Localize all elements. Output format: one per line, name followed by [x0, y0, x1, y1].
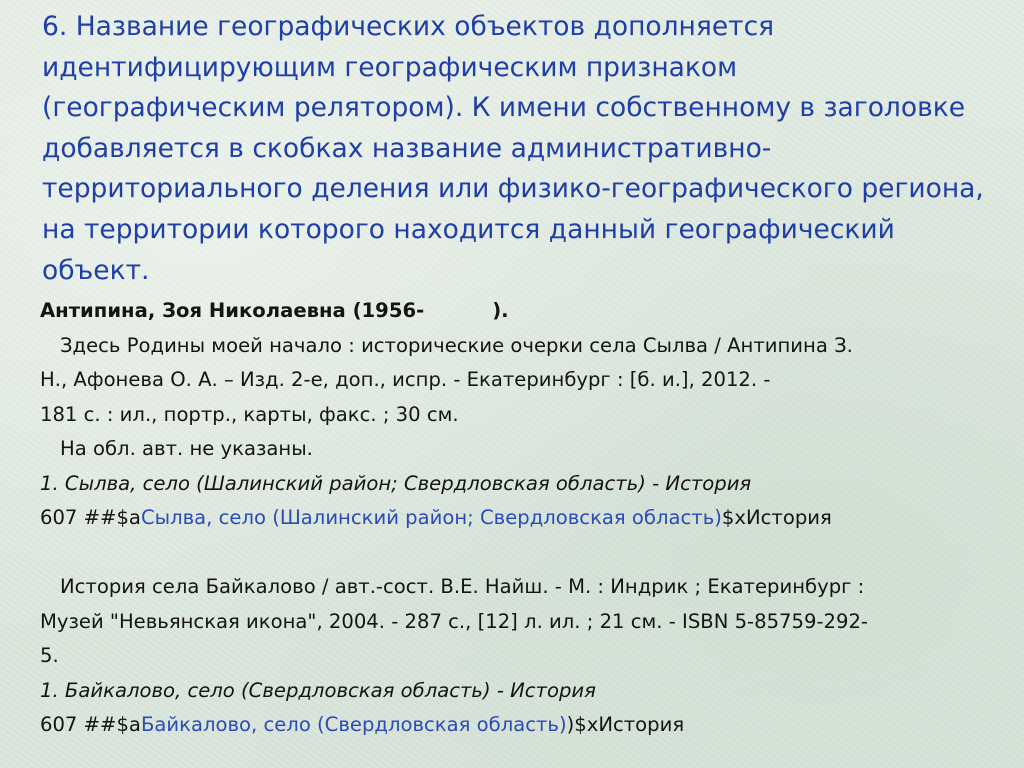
heading-line: на территории которого находится данный географический	[42, 213, 895, 245]
heading-line: идентифицирующим географическим признаком	[42, 51, 738, 83]
bibliographic-record-1	[40, 294, 1020, 536]
rule-heading	[42, 7, 1017, 291]
author-close: ).	[492, 299, 509, 322]
field-prefix: 607 ##$a	[40, 506, 141, 529]
field-value: Сылва, село (Шалинский район; Свердловская область)	[140, 506, 722, 529]
description-line: Н., Афонева О. А. – Изд. 2-е, доп., испр. - Екатеринбург : [б. и.], 2012. -	[40, 368, 771, 391]
description-line: 5.	[40, 644, 59, 667]
subject-heading: 1. Сылва, село (Шалинский район; Свердловская область) - История	[40, 471, 752, 495]
description-line: Музей "Невьянская икона", 2004. - 287 с., [12] л. ил. ; 21 см. - ISBN 5-85759-292-	[40, 609, 868, 633]
description-line: История села Байкалово / авт.-сост. В.Е. Найш. - М. : Индрик ; Екатеринбург :	[60, 575, 865, 598]
marc-field-607	[40, 501, 1020, 536]
examples-body	[40, 294, 1020, 743]
field-suffix: )$xИстория	[566, 713, 685, 736]
description-line: Здесь Родины моей начало : исторические очерки села Сылва / Антипина З.	[60, 333, 853, 357]
field-suffix: $xИстория	[721, 506, 832, 529]
heading-line: объект.	[42, 254, 150, 286]
record-separator	[40, 536, 1020, 571]
field-value: Байкалово, село (Свердловская область)	[140, 713, 567, 736]
author-heading	[40, 294, 1020, 329]
author-name: Антипина, Зоя Николаевна (1956-	[40, 299, 425, 322]
heading-line: территориального деления или физико-географического региона,	[42, 173, 984, 205]
heading-line: (географическим релятором). К имени собственному в заголовке	[42, 92, 966, 124]
marc-field-607	[40, 708, 1020, 743]
record-note: На обл. авт. не указаны.	[60, 437, 313, 460]
heading-line: 6. Название географических объектов дополняется	[42, 11, 775, 42]
description-line: 181 с. : ил., портр., карты, факс. ; 30 см.	[40, 402, 459, 426]
heading-line: добавляется в скобках название административно-	[42, 132, 772, 164]
subject-heading: 1. Байкалово, село (Свердловская область) - История	[40, 678, 596, 702]
field-prefix: 607 ##$a	[40, 713, 141, 736]
bibliographic-record-2	[40, 570, 1020, 743]
